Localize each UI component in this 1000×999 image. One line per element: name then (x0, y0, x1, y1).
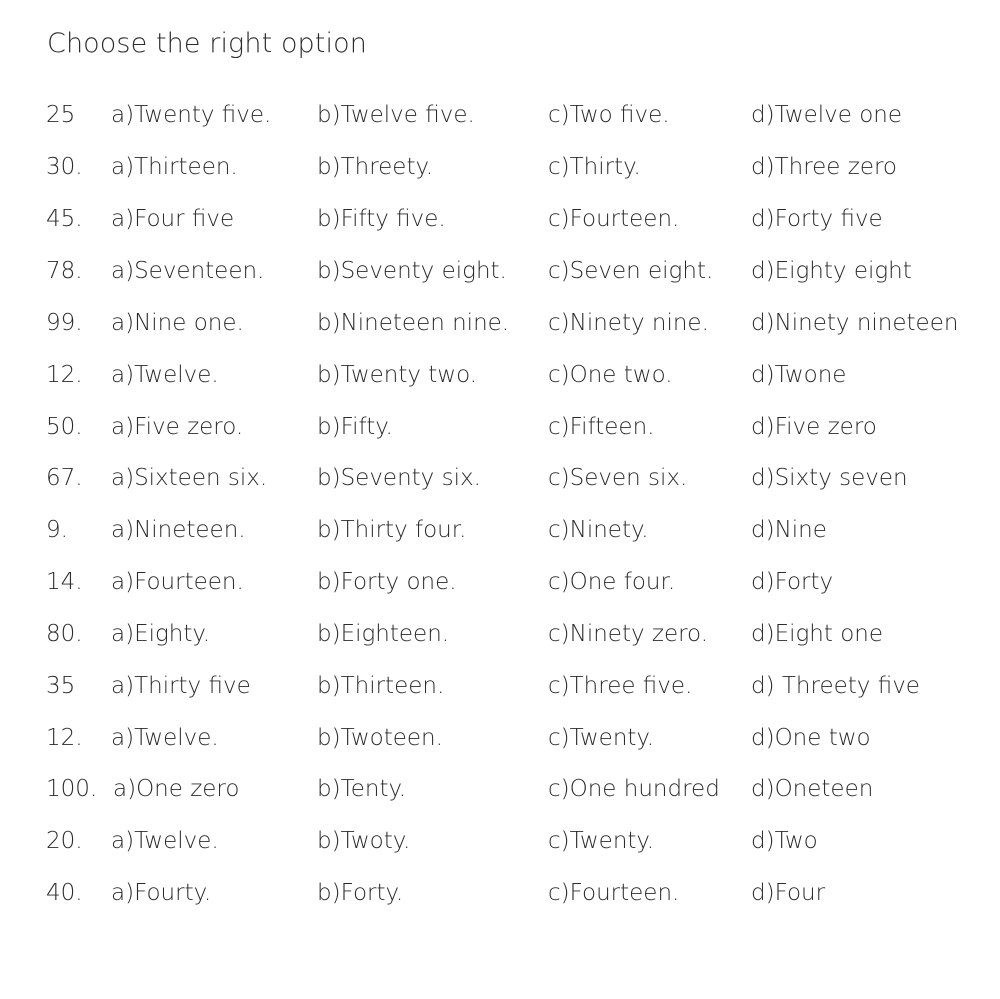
question-number: 9. (46, 517, 68, 543)
option-d[interactable]: d)One two (751, 725, 871, 751)
question-row (0, 769, 1000, 809)
option-d[interactable]: d)Eighty eight (751, 258, 912, 284)
option-b[interactable]: b)Thirteen. (317, 673, 445, 699)
option-c[interactable]: c)Twenty. (548, 725, 655, 751)
option-b[interactable]: b)Forty one. (317, 569, 457, 595)
question-row (0, 199, 1000, 239)
option-a[interactable]: a)Thirty five (111, 673, 251, 699)
option-a[interactable]: a)Nine one. (111, 310, 244, 336)
option-a[interactable]: a)Twelve. (111, 362, 219, 388)
question-number: 14. (46, 569, 83, 595)
option-b[interactable]: b)Threety. (317, 154, 434, 180)
option-d[interactable]: d)Four (751, 880, 826, 906)
option-d[interactable]: d)Two (751, 828, 818, 854)
option-c[interactable]: c)Ninety zero. (548, 621, 709, 647)
question-row (0, 147, 1000, 187)
option-b[interactable]: b)Twoty. (317, 828, 411, 854)
option-a[interactable]: a)Fourty. (111, 880, 212, 906)
option-c[interactable]: c)One hundred (548, 776, 720, 802)
option-b[interactable]: b)Twenty two. (317, 362, 478, 388)
option-c[interactable]: c)Seven six. (548, 465, 688, 491)
option-c[interactable]: c)Seven eight. (548, 258, 714, 284)
question-number: 30. (46, 154, 83, 180)
option-d[interactable]: d)Sixty seven (751, 465, 908, 491)
option-b[interactable]: b)Tenty. (317, 776, 407, 802)
question-row (0, 355, 1000, 395)
option-a[interactable]: a)One zero (113, 776, 240, 802)
option-d[interactable]: d)Forty (751, 569, 834, 595)
option-a[interactable]: a)Sixteen six. (111, 465, 268, 491)
question-row (0, 718, 1000, 758)
question-number: 100. (46, 776, 98, 802)
option-c[interactable]: c)Twenty. (548, 828, 655, 854)
question-row (0, 510, 1000, 550)
option-a[interactable]: a)Eighty. (111, 621, 211, 647)
option-b[interactable]: b)Eighteen. (317, 621, 450, 647)
option-a[interactable]: a)Thirteen. (111, 154, 238, 180)
question-row (0, 821, 1000, 861)
question-number: 20. (46, 828, 83, 854)
question-number: 80. (46, 621, 83, 647)
option-b[interactable]: b)Twoteen. (317, 725, 443, 751)
option-d[interactable]: d)Nine (751, 517, 827, 543)
option-b[interactable]: b)Twelve five. (317, 102, 475, 128)
option-c[interactable]: c)Ninety nine. (548, 310, 709, 336)
option-c[interactable]: c)Fourteen. (548, 880, 680, 906)
option-c[interactable]: c)Three five. (548, 673, 693, 699)
question-number: 67. (46, 465, 83, 491)
option-d[interactable]: d)Ninety nineteen (751, 310, 959, 336)
option-b[interactable]: b)Seventy six. (317, 465, 481, 491)
question-row (0, 407, 1000, 447)
option-d[interactable]: d)Forty five (751, 206, 883, 232)
option-a[interactable]: a)Four five (111, 206, 235, 232)
question-row (0, 562, 1000, 602)
option-d[interactable]: d)Oneteen (751, 776, 874, 802)
option-a[interactable]: a)Twenty five. (111, 102, 272, 128)
question-row (0, 666, 1000, 706)
option-b[interactable]: b)Nineteen nine. (317, 310, 510, 336)
option-c[interactable]: c)Two five. (548, 102, 670, 128)
question-row (0, 873, 1000, 913)
option-b[interactable]: b)Forty. (317, 880, 404, 906)
question-number: 50. (46, 414, 83, 440)
question-row (0, 458, 1000, 498)
question-number: 78. (46, 258, 83, 284)
option-a[interactable]: a)Fourteen. (111, 569, 244, 595)
option-a[interactable]: a)Five zero. (111, 414, 244, 440)
question-number: 25 (46, 102, 76, 128)
option-a[interactable]: a)Twelve. (111, 828, 219, 854)
option-c[interactable]: c)One four. (548, 569, 676, 595)
option-a[interactable]: a)Twelve. (111, 725, 219, 751)
question-number: 35 (46, 673, 76, 699)
option-a[interactable]: a)Nineteen. (111, 517, 246, 543)
option-d[interactable]: d)Three zero (751, 154, 898, 180)
option-a[interactable]: a)Seventeen. (111, 258, 265, 284)
question-number: 12. (46, 362, 83, 388)
question-number: 99. (46, 310, 83, 336)
option-c[interactable]: c)Fourteen. (548, 206, 680, 232)
option-c[interactable]: c)Fifteen. (548, 414, 655, 440)
option-b[interactable]: b)Thirty four. (317, 517, 467, 543)
question-row (0, 251, 1000, 291)
option-c[interactable]: c)Ninety. (548, 517, 649, 543)
option-c[interactable]: c)One two. (548, 362, 673, 388)
option-d[interactable]: d)Five zero (751, 414, 877, 440)
question-row (0, 95, 1000, 135)
option-d[interactable]: d) Threety five (751, 673, 920, 699)
option-b[interactable]: b)Fifty. (317, 414, 393, 440)
worksheet-title: Choose the right option (47, 28, 367, 59)
question-row (0, 303, 1000, 343)
option-d[interactable]: d)Twone (751, 362, 847, 388)
option-c[interactable]: c)Thirty. (548, 154, 641, 180)
question-number: 45. (46, 206, 83, 232)
question-number: 40. (46, 880, 83, 906)
option-b[interactable]: b)Seventy eight. (317, 258, 507, 284)
option-d[interactable]: d)Twelve one (751, 102, 903, 128)
question-row (0, 614, 1000, 654)
option-b[interactable]: b)Fifty five. (317, 206, 446, 232)
question-number: 12. (46, 725, 83, 751)
option-d[interactable]: d)Eight one (751, 621, 884, 647)
